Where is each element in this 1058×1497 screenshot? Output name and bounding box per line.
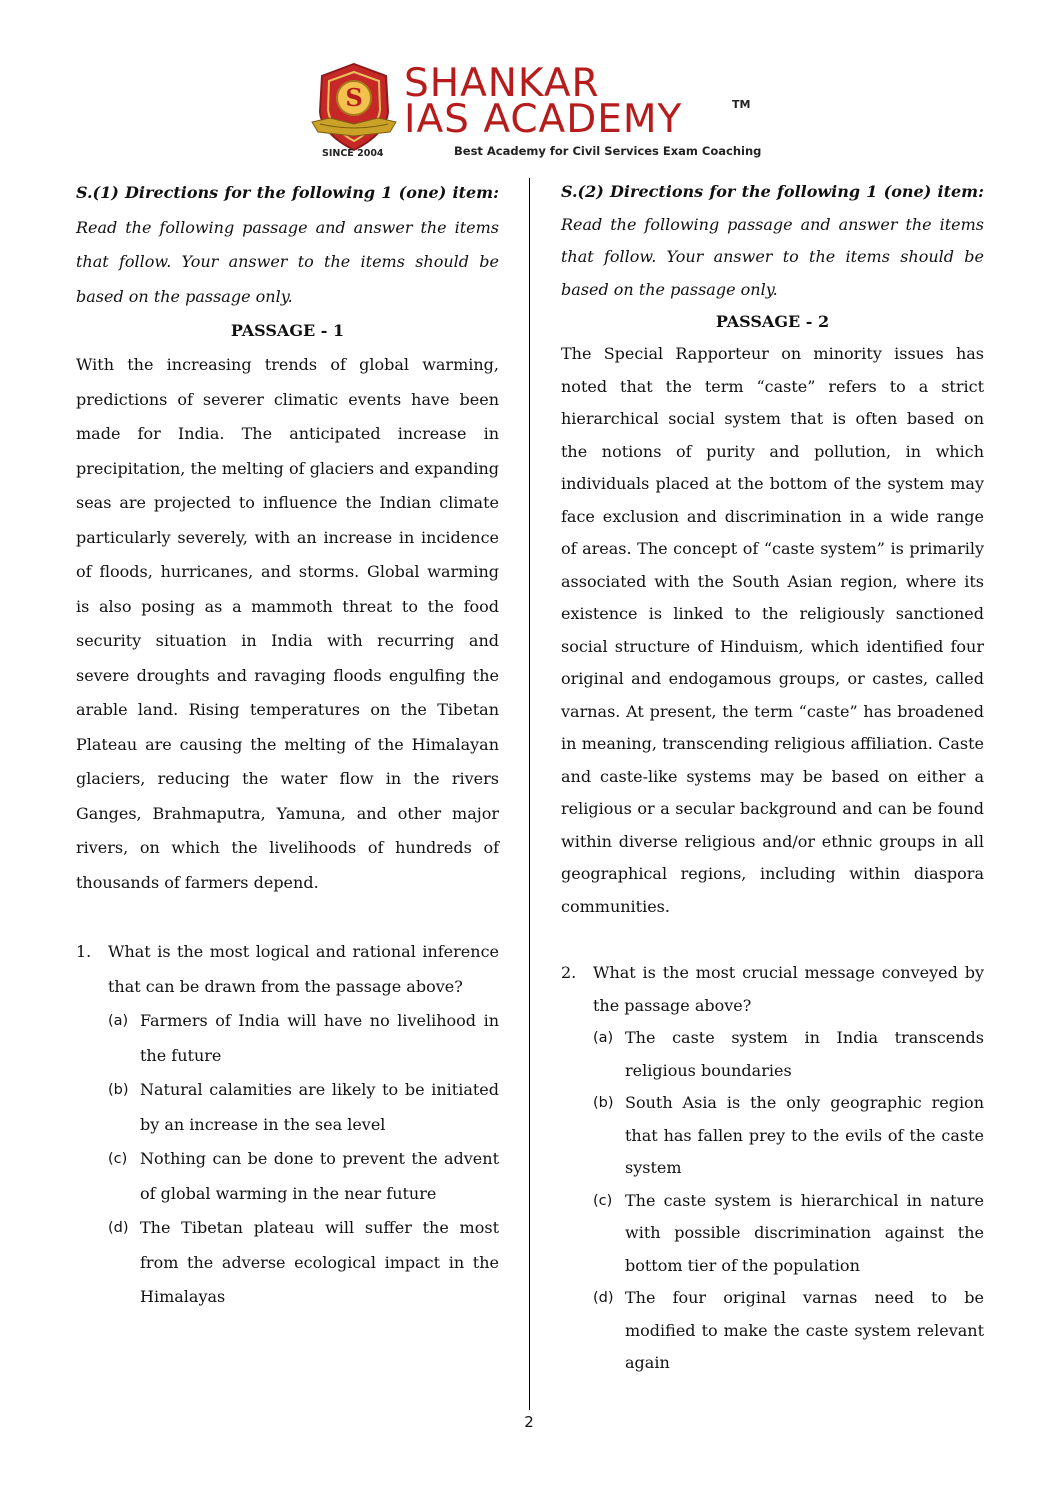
page-number: 2 (524, 1413, 534, 1431)
directions-2-label: S.(2) Directions for the following 1 (one) item: (561, 182, 984, 201)
option-text: Natural calamities are likely to be initiated by an increase in the sea level (140, 1080, 499, 1134)
passage-1-text: With the increasing trends of global warming, predictions of severer climatic events have been made for India. The anticipated increase in precipitation, the melting of glaciers and expanding seas are projected to influence the Indian climate particularly severely, with an increase in incidence of floods, hurricanes, and storms. Global warming is also posing as a mammoth threat to the food security situation in India with recurring and severe droughts and ravaging floods engulfing the arable land. Rising temperatures on the Tibetan Plateau are causing the melting of the Himalayan glaciers, reducing the water flow in the rivers Ganges, Brahmaputra, Yamuna, and other major rivers, on which the livelihoods of hundreds of thousands of farmers depend. (76, 355, 499, 892)
brand-tagline: Best Academy for Civil Services Exam Coaching (454, 144, 762, 158)
option-1d[interactable] (108, 1211, 499, 1315)
trademark-symbol: TM (732, 98, 751, 111)
option-label: (c) (108, 1151, 128, 1167)
directions-2 (561, 176, 984, 306)
option-2b[interactable] (593, 1087, 984, 1185)
option-label: (a) (108, 1013, 129, 1029)
option-2c[interactable] (593, 1185, 984, 1283)
question-1-text: What is the most logical and rational inference that can be drawn from the passage above? (108, 942, 499, 996)
option-text: The four original varnas need to be modified to make the caste system relevant again (625, 1288, 984, 1372)
academy-emblem-icon (306, 60, 402, 158)
emblem-letter: S (345, 83, 363, 112)
passage-2-title: PASSAGE - 2 (715, 312, 830, 331)
option-text: Nothing can be done to prevent the advent of global warming in the near future (140, 1149, 499, 1203)
directions-1-text: Read the following passage and answer the items that follow. Your answer to the items should be based on the passage only. (76, 217, 499, 306)
right-column (561, 176, 984, 1380)
option-label: (c) (593, 1192, 613, 1209)
directions-1 (76, 176, 499, 314)
option-label: (b) (593, 1095, 614, 1111)
option-2d[interactable] (593, 1282, 984, 1380)
option-text: The Tibetan plateau will suffer the most from the adverse ecological impact in the Himalayas (140, 1218, 499, 1306)
option-text: The caste system in India transcends religious boundaries (625, 1028, 984, 1080)
option-2a[interactable] (593, 1022, 984, 1087)
passage-2-text: The Special Rapporteur on minority issues has noted that the term “caste” refers to a strict hierarchical social system that is often based on the notions of purity and pollution, in which individuals placed at the bottom of the system may face exclusion and discrimination in a wide range of areas. The concept of “caste system” is primarily associated with the South Asian region, where its existence is linked to the religiously sanctioned social structure of Hinduism, which identified four original and endogamous groups, or castes, called varnas. At present, the term “caste” has broadened in meaning, transcending religious affiliation. Caste and caste-like systems may be based on either a religious or a secular background and can be found within diverse religious and/or ethnic groups in all geographical regions, including within diaspora communities. (561, 344, 984, 916)
question-2-text: What is the most crucial message conveyed by the passage above? (593, 963, 984, 1015)
since-label: SINCE 2004 (322, 148, 384, 159)
question-1-number: 1. (76, 942, 92, 961)
directions-2-text: Read the following passage and answer the items that follow. Your answer to the items should be based on the passage only. (561, 214, 984, 299)
left-column (76, 176, 499, 1315)
option-text: The caste system is hierarchical in nature with possible discrimination against the bottom tier of the population (625, 1190, 984, 1275)
option-label: (a) (593, 1030, 614, 1046)
question-2-number: 2. (561, 963, 577, 982)
question-1 (76, 935, 499, 1315)
brand-name-line2: IAS ACADEMY (404, 97, 683, 142)
option-label: (b) (108, 1082, 129, 1098)
option-text: Farmers of India will have no livelihood in the future (140, 1011, 499, 1065)
brand-name-line1: SHANKAR (404, 61, 600, 106)
option-1c[interactable] (108, 1142, 499, 1211)
option-label: (d) (108, 1220, 129, 1236)
directions-1-label: S.(1) Directions for the following 1 (one) item: (76, 183, 499, 202)
passage-1-title: PASSAGE - 1 (230, 321, 345, 340)
option-text: South Asia is the only geographic region that has fallen prey to the evils of the caste system (625, 1093, 984, 1177)
option-1b[interactable] (108, 1073, 499, 1142)
question-2 (561, 957, 984, 1380)
option-label: (d) (593, 1290, 614, 1306)
option-1a[interactable] (108, 1004, 499, 1073)
page-header (0, 58, 1058, 162)
column-divider (529, 178, 530, 1410)
